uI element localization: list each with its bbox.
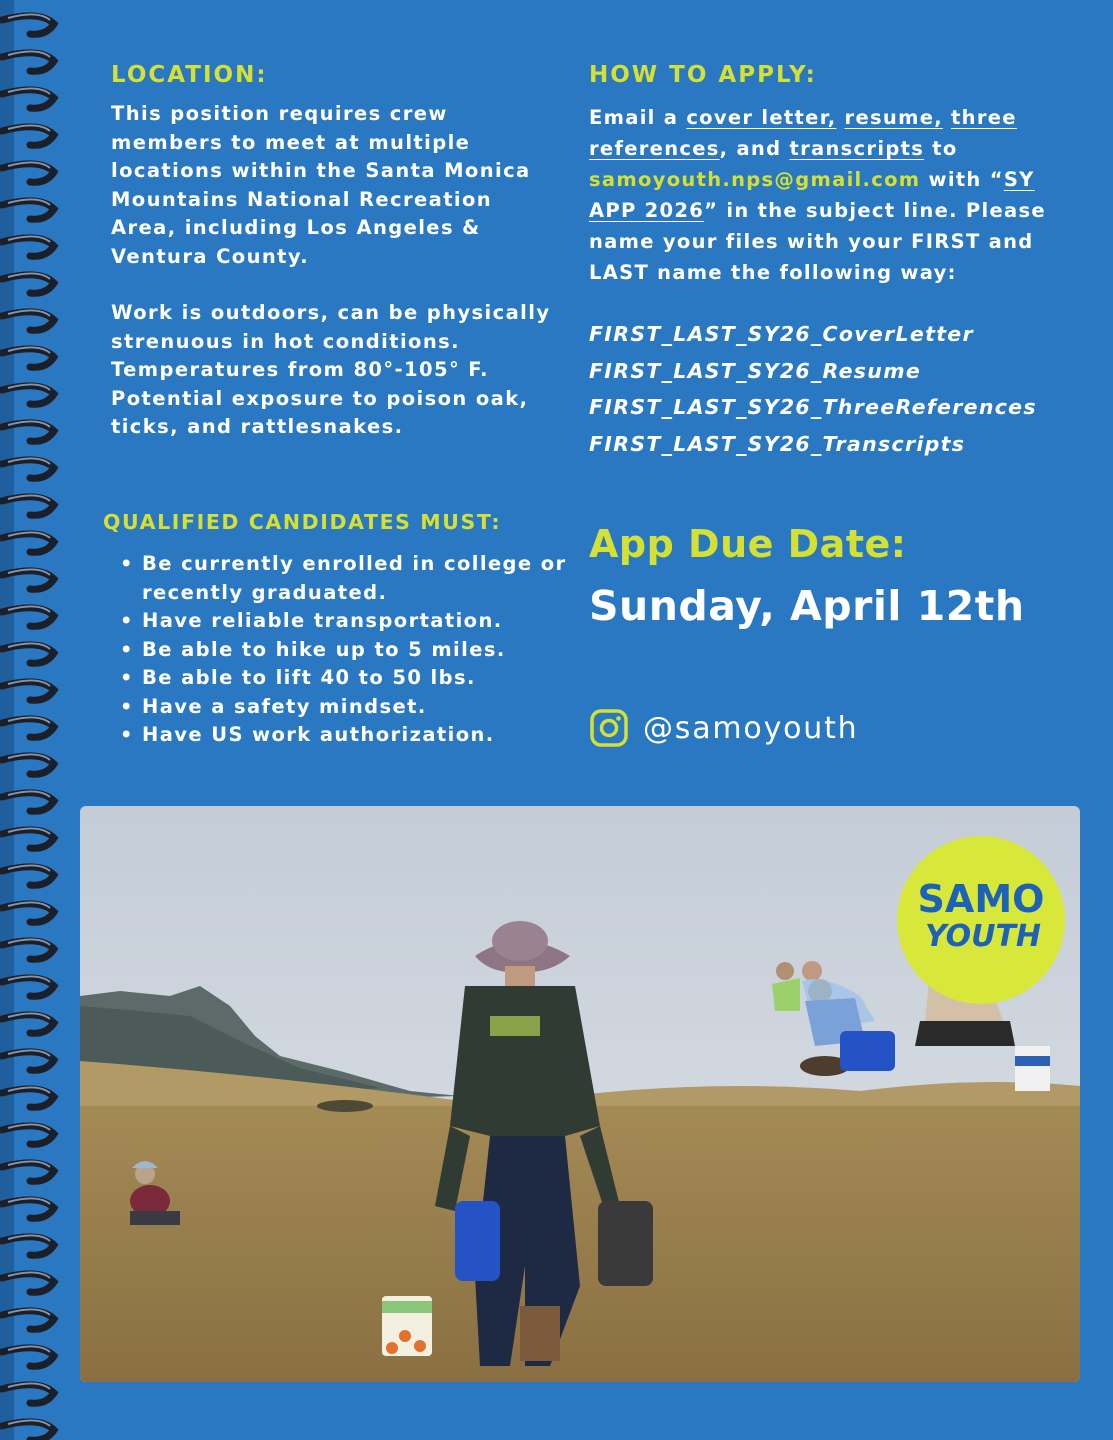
location-paragraph: This position requires crew members to meet at multiple locations within the Santa Monica Mountains National Recreation Area, including Los Angeles & Ventura County. [111, 102, 531, 268]
three-references-link[interactable]: three references [589, 106, 1017, 160]
social-handle[interactable] [589, 708, 859, 748]
apply-text [943, 106, 951, 129]
apply-instructions [589, 102, 1079, 288]
instagram-handle: @samoyouth [643, 710, 859, 746]
file-name: FIRST_LAST_SY26_Resume [589, 358, 922, 383]
apply-text: to [924, 137, 958, 160]
list-item: • Have reliable transportation. [120, 607, 570, 636]
resume-link[interactable]: resume, [844, 106, 943, 129]
location-section [111, 62, 561, 442]
conditions-paragraph: Work is outdoors, can be physically strenuous in hot conditions. Temperatures from 80°-105° F. Potential exposure to poison oak, ticks, and rattlesnakes. [111, 301, 551, 438]
apply-text: Email a [589, 106, 687, 129]
file-names-list [589, 316, 1079, 462]
list-item: • Be able to lift 40 to 50 lbs. [120, 664, 570, 693]
apply-text: with “ [920, 168, 1004, 191]
list-item: • Have US work authorization. [120, 721, 570, 750]
apply-text: , and [719, 137, 790, 160]
file-name: FIRST_LAST_SY26_Transcripts [589, 431, 966, 456]
samo-youth-logo [897, 836, 1065, 1004]
cover-letter-link[interactable]: cover letter, [686, 106, 837, 129]
subject-line-link[interactable]: SY APP 2026 [589, 168, 1035, 222]
spiral-binding [0, 0, 70, 1440]
apply-text: ” in the subject line. Please name your files with your FIRST and LAST name the following way: [589, 199, 1046, 284]
due-date-value: Sunday, April 12th [589, 582, 1025, 630]
qualified-heading: QUALIFIED CANDIDATES MUST: [103, 510, 502, 534]
due-date-label: App Due Date: [589, 522, 907, 566]
list-item: • Have a safety mindset. [120, 693, 570, 722]
email-link[interactable]: samoyouth.nps@gmail.com [589, 168, 921, 191]
location-heading: LOCATION: [111, 62, 268, 88]
svg-text:YOUTH: YOUTH [924, 919, 1042, 954]
list-item: • Be currently enrolled in college or recently graduated. [120, 550, 570, 607]
list-item: • Be able to hike up to 5 miles. [120, 636, 570, 665]
file-name: FIRST_LAST_SY26_CoverLetter [589, 322, 974, 346]
file-name: FIRST_LAST_SY26_ThreeReferences [589, 395, 1037, 419]
qualifications-list [120, 550, 570, 750]
apply-text [836, 106, 844, 129]
apply-heading: HOW TO APPLY: [589, 62, 817, 88]
svg-text:SAMO: SAMO [917, 877, 1045, 921]
instagram-icon [589, 708, 629, 748]
transcripts-link[interactable]: transcripts [789, 137, 925, 160]
apply-section [589, 62, 1079, 462]
